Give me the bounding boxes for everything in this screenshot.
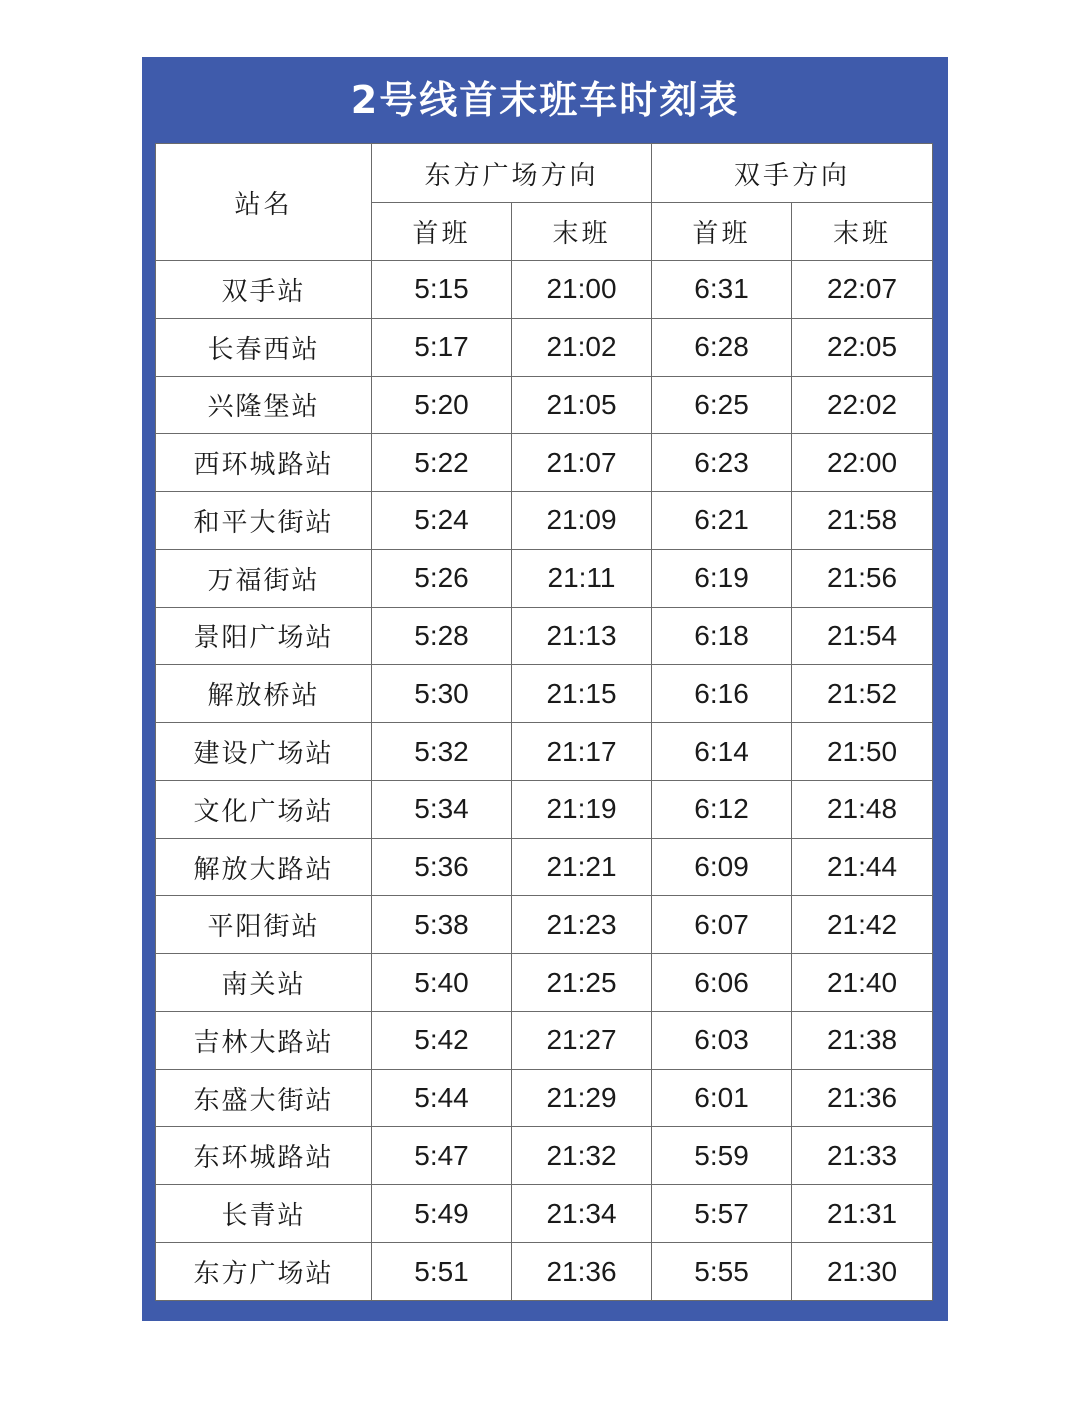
dongfang-last-time: 21:02 [512, 318, 652, 376]
shuangshou-first-time: 6:23 [652, 434, 792, 492]
dongfang-last-time: 21:13 [512, 607, 652, 665]
station-name: 长青站 [156, 1185, 372, 1243]
first-train-header: 首班 [372, 203, 512, 261]
shuangshou-last-time: 21:48 [792, 780, 933, 838]
station-name: 解放桥站 [156, 665, 372, 723]
dongfang-first-time: 5:44 [372, 1069, 512, 1127]
timetable-title: 2号线首末班车时刻表 [350, 78, 740, 122]
shuangshou-first-time: 6:25 [652, 376, 792, 434]
shuangshou-last-time: 21:38 [792, 1011, 933, 1069]
dongfang-last-time: 21:19 [512, 780, 652, 838]
shuangshou-last-time: 22:05 [792, 318, 933, 376]
dongfang-first-time: 5:42 [372, 1011, 512, 1069]
table-row [156, 780, 933, 838]
shuangshou-last-time: 22:02 [792, 376, 933, 434]
station-name: 景阳广场站 [156, 607, 372, 665]
shuangshou-last-time: 21:52 [792, 665, 933, 723]
shuangshou-last-time: 21:56 [792, 549, 933, 607]
dongfang-last-time: 21:36 [512, 1243, 652, 1301]
dongfang-last-time: 21:27 [512, 1011, 652, 1069]
dongfang-first-time: 5:28 [372, 607, 512, 665]
shuangshou-first-time: 6:14 [652, 723, 792, 781]
dongfang-first-time: 5:20 [372, 376, 512, 434]
shuangshou-last-time: 21:58 [792, 492, 933, 550]
shuangshou-first-time: 6:03 [652, 1011, 792, 1069]
table-row [156, 1243, 933, 1301]
dongfang-last-time: 21:07 [512, 434, 652, 492]
dongfang-last-time: 21:32 [512, 1127, 652, 1185]
dongfang-last-time: 21:09 [512, 492, 652, 550]
shuangshou-first-time: 6:09 [652, 838, 792, 896]
shuangshou-last-time: 21:36 [792, 1069, 933, 1127]
dongfang-first-time: 5:32 [372, 723, 512, 781]
first-train-header: 首班 [652, 203, 792, 261]
shuangshou-first-time: 5:57 [652, 1185, 792, 1243]
timetable [155, 143, 933, 1301]
dongfang-first-time: 5:40 [372, 954, 512, 1012]
dongfang-last-time: 21:05 [512, 376, 652, 434]
last-train-header: 末班 [512, 203, 652, 261]
dongfang-first-time: 5:15 [372, 261, 512, 319]
table-row [156, 1069, 933, 1127]
shuangshou-last-time: 21:50 [792, 723, 933, 781]
direction-header-dongfang: 东方广场方向 [372, 144, 652, 203]
table-row [156, 723, 933, 781]
station-name: 东盛大街站 [156, 1069, 372, 1127]
last-train-header: 末班 [792, 203, 933, 261]
dongfang-first-time: 5:34 [372, 780, 512, 838]
shuangshou-last-time: 21:30 [792, 1243, 933, 1301]
shuangshou-first-time: 6:16 [652, 665, 792, 723]
shuangshou-first-time: 6:28 [652, 318, 792, 376]
dongfang-first-time: 5:30 [372, 665, 512, 723]
station-name: 东环城路站 [156, 1127, 372, 1185]
station-name: 文化广场站 [156, 780, 372, 838]
dongfang-first-time: 5:22 [372, 434, 512, 492]
dongfang-last-time: 21:23 [512, 896, 652, 954]
station-name: 东方广场站 [156, 1243, 372, 1301]
dongfang-first-time: 5:51 [372, 1243, 512, 1301]
dongfang-first-time: 5:17 [372, 318, 512, 376]
shuangshou-first-time: 6:01 [652, 1069, 792, 1127]
shuangshou-first-time: 6:19 [652, 549, 792, 607]
dongfang-last-time: 21:11 [512, 549, 652, 607]
dongfang-first-time: 5:24 [372, 492, 512, 550]
shuangshou-first-time: 6:06 [652, 954, 792, 1012]
table-row [156, 954, 933, 1012]
station-name: 长春西站 [156, 318, 372, 376]
shuangshou-first-time: 5:59 [652, 1127, 792, 1185]
dongfang-last-time: 21:00 [512, 261, 652, 319]
shuangshou-first-time: 6:21 [652, 492, 792, 550]
shuangshou-last-time: 21:44 [792, 838, 933, 896]
shuangshou-last-time: 21:42 [792, 896, 933, 954]
dongfang-first-time: 5:38 [372, 896, 512, 954]
table-row [156, 607, 933, 665]
dongfang-last-time: 21:17 [512, 723, 652, 781]
dongfang-last-time: 21:29 [512, 1069, 652, 1127]
station-name: 南关站 [156, 954, 372, 1012]
dongfang-first-time: 5:26 [372, 549, 512, 607]
dongfang-last-time: 21:15 [512, 665, 652, 723]
table-row [156, 492, 933, 550]
station-name: 平阳街站 [156, 896, 372, 954]
table-row [156, 318, 933, 376]
timetable-panel [142, 57, 948, 1321]
shuangshou-first-time: 6:18 [652, 607, 792, 665]
table-row [156, 261, 933, 319]
dongfang-first-time: 5:36 [372, 838, 512, 896]
header-row-directions [156, 144, 933, 203]
station-name: 西环城路站 [156, 434, 372, 492]
station-column-header: 站名 [156, 144, 372, 261]
shuangshou-last-time: 21:31 [792, 1185, 933, 1243]
shuangshou-first-time: 6:12 [652, 780, 792, 838]
shuangshou-last-time: 21:54 [792, 607, 933, 665]
station-name: 和平大街站 [156, 492, 372, 550]
shuangshou-first-time: 6:31 [652, 261, 792, 319]
table-row [156, 1127, 933, 1185]
direction-header-shuangshou: 双手方向 [652, 144, 933, 203]
shuangshou-last-time: 21:33 [792, 1127, 933, 1185]
dongfang-last-time: 21:21 [512, 838, 652, 896]
table-row [156, 434, 933, 492]
timetable-body [156, 261, 933, 1301]
table-row [156, 1011, 933, 1069]
table-row [156, 376, 933, 434]
shuangshou-last-time: 22:00 [792, 434, 933, 492]
station-name: 万福街站 [156, 549, 372, 607]
dongfang-last-time: 21:34 [512, 1185, 652, 1243]
dongfang-first-time: 5:47 [372, 1127, 512, 1185]
station-name: 兴隆堡站 [156, 376, 372, 434]
station-name: 双手站 [156, 261, 372, 319]
shuangshou-last-time: 21:40 [792, 954, 933, 1012]
table-row [156, 896, 933, 954]
dongfang-first-time: 5:49 [372, 1185, 512, 1243]
shuangshou-first-time: 6:07 [652, 896, 792, 954]
table-row [156, 1185, 933, 1243]
table-row [156, 549, 933, 607]
station-name: 建设广场站 [156, 723, 372, 781]
table-row [156, 838, 933, 896]
station-name: 解放大路站 [156, 838, 372, 896]
station-name: 吉林大路站 [156, 1011, 372, 1069]
dongfang-last-time: 21:25 [512, 954, 652, 1012]
shuangshou-first-time: 5:55 [652, 1243, 792, 1301]
shuangshou-last-time: 22:07 [792, 261, 933, 319]
table-row [156, 665, 933, 723]
